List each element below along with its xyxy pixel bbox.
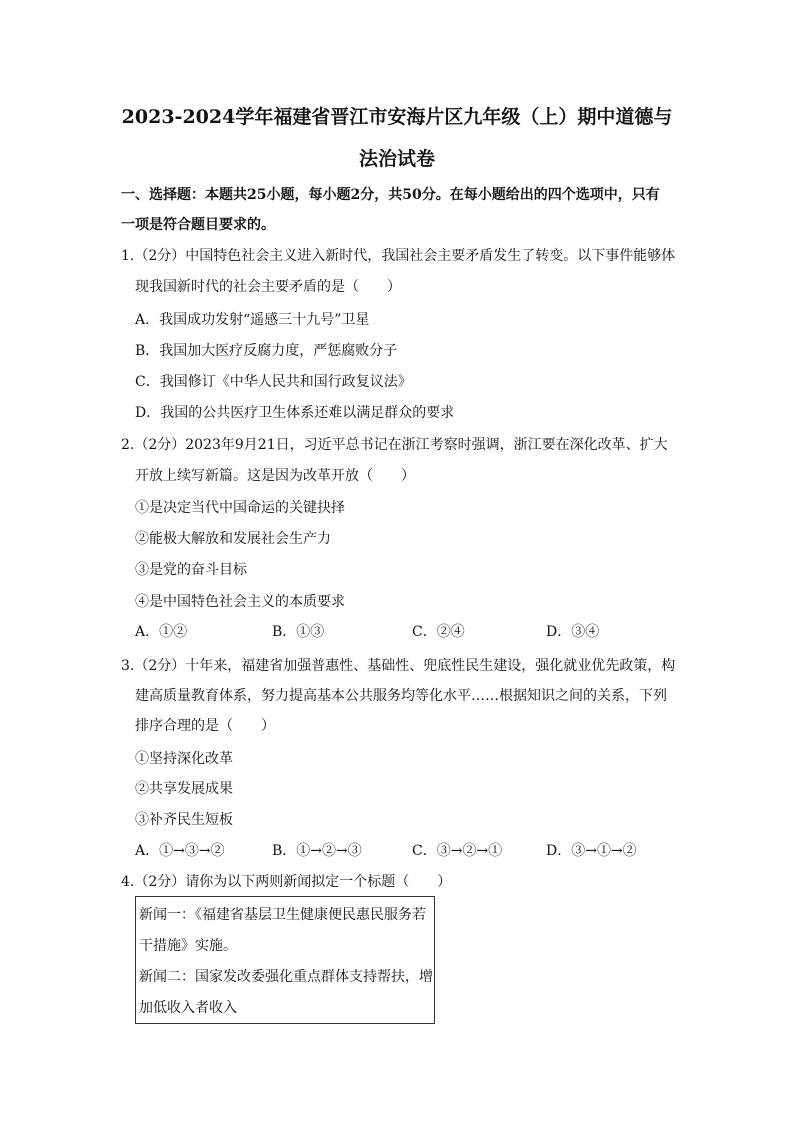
question-2-statement-2: ②能极大解放和发展社会生产力 bbox=[135, 531, 331, 547]
question-2-option-b: B．①③ bbox=[272, 624, 325, 640]
exam-title-line-1: 2023-2024学年福建省晋江市安海片区九年级（上）期中道德与 bbox=[121, 106, 673, 128]
question-2-option-c: C．②④ bbox=[412, 624, 465, 640]
question-2-stem-line-1: 2.（2分）2023年9月21日，习近平总书记在浙江考察时强调，浙江要在深化改革、扩大 bbox=[121, 437, 668, 453]
question-3-statement-2: ②共享发展成果 bbox=[135, 781, 233, 797]
question-1-option-a: A．我国成功发射“遥感三十九号”卫星 bbox=[135, 312, 370, 328]
question-2-statement-3: ③是党的奋斗目标 bbox=[135, 562, 247, 578]
question-1-option-d: D．我国的公共医疗卫生体系还难以满足群众的要求 bbox=[135, 405, 455, 421]
question-1-stem-line-1: 1.（2分）中国特色社会主义进入新时代，我国社会主要矛盾发生了转变。以下事件能够体 bbox=[121, 248, 676, 264]
question-3-stem-line-2: 建高质量教育体系，努力提高基本公共服务均等化水平……根据知识之间的关系，下列 bbox=[135, 688, 667, 704]
question-2-stem-line-2: 开放上续写新篇。这是因为改革开放（ ） bbox=[135, 468, 415, 484]
question-2-option-d: D．③④ bbox=[546, 624, 600, 640]
question-1-stem-line-2: 现我国新时代的社会主要矛盾的是（ ） bbox=[135, 279, 401, 295]
question-2-statement-1: ①是决定当代中国命运的关键抉择 bbox=[135, 500, 345, 516]
question-2-option-a: A．①② bbox=[135, 624, 188, 640]
question-3-option-c: C．③→②→① bbox=[412, 843, 503, 859]
question-4-stem-line-1: 4.（2分）请你为以下两则新闻拟定一个标题（ ） bbox=[121, 874, 452, 890]
news-box bbox=[135, 896, 435, 1024]
section-instructions-line-2: 一项是符合题目要求的。 bbox=[121, 217, 275, 233]
section-instructions-line-1: 一、选择题：本题共25小题，每小题2分，共50分。在每小题给出的四个选项中，只有 bbox=[121, 187, 660, 203]
question-3-statement-3: ③补齐民生短板 bbox=[135, 812, 233, 828]
question-1-option-c: C．我国修订《中华人民共和国行政复议法》 bbox=[135, 374, 412, 390]
news-2-line-1: 新闻二：国家发改委强化重点群体支持帮扶，增 bbox=[139, 969, 433, 985]
news-1-line-1: 新闻一：《福建省基层卫生健康便民惠民服务若 bbox=[139, 907, 426, 923]
question-3-stem-line-3: 排序合理的是（ ） bbox=[135, 718, 275, 734]
question-2-statement-4: ④是中国特色社会主义的本质要求 bbox=[135, 594, 345, 610]
question-3-statement-1: ①坚持深化改革 bbox=[135, 751, 233, 767]
news-2-line-2: 加低收入者收入 bbox=[139, 1000, 237, 1016]
question-3-stem-line-1: 3.（2分）十年来，福建省加强普惠性、基础性、兜底性民生建设，强化就业优先政策，构 bbox=[121, 658, 676, 674]
question-3-option-a: A．①→③→② bbox=[135, 843, 225, 859]
question-3-option-b: B．①→②→③ bbox=[272, 843, 362, 859]
question-1-option-b: B．我国加大医疗反腐力度，严惩腐败分子 bbox=[135, 343, 398, 359]
question-3-option-d: D．③→①→② bbox=[546, 843, 637, 859]
news-1-line-2: 干措施》实施。 bbox=[139, 938, 237, 954]
exam-title-line-2: 法治试卷 bbox=[358, 148, 435, 170]
